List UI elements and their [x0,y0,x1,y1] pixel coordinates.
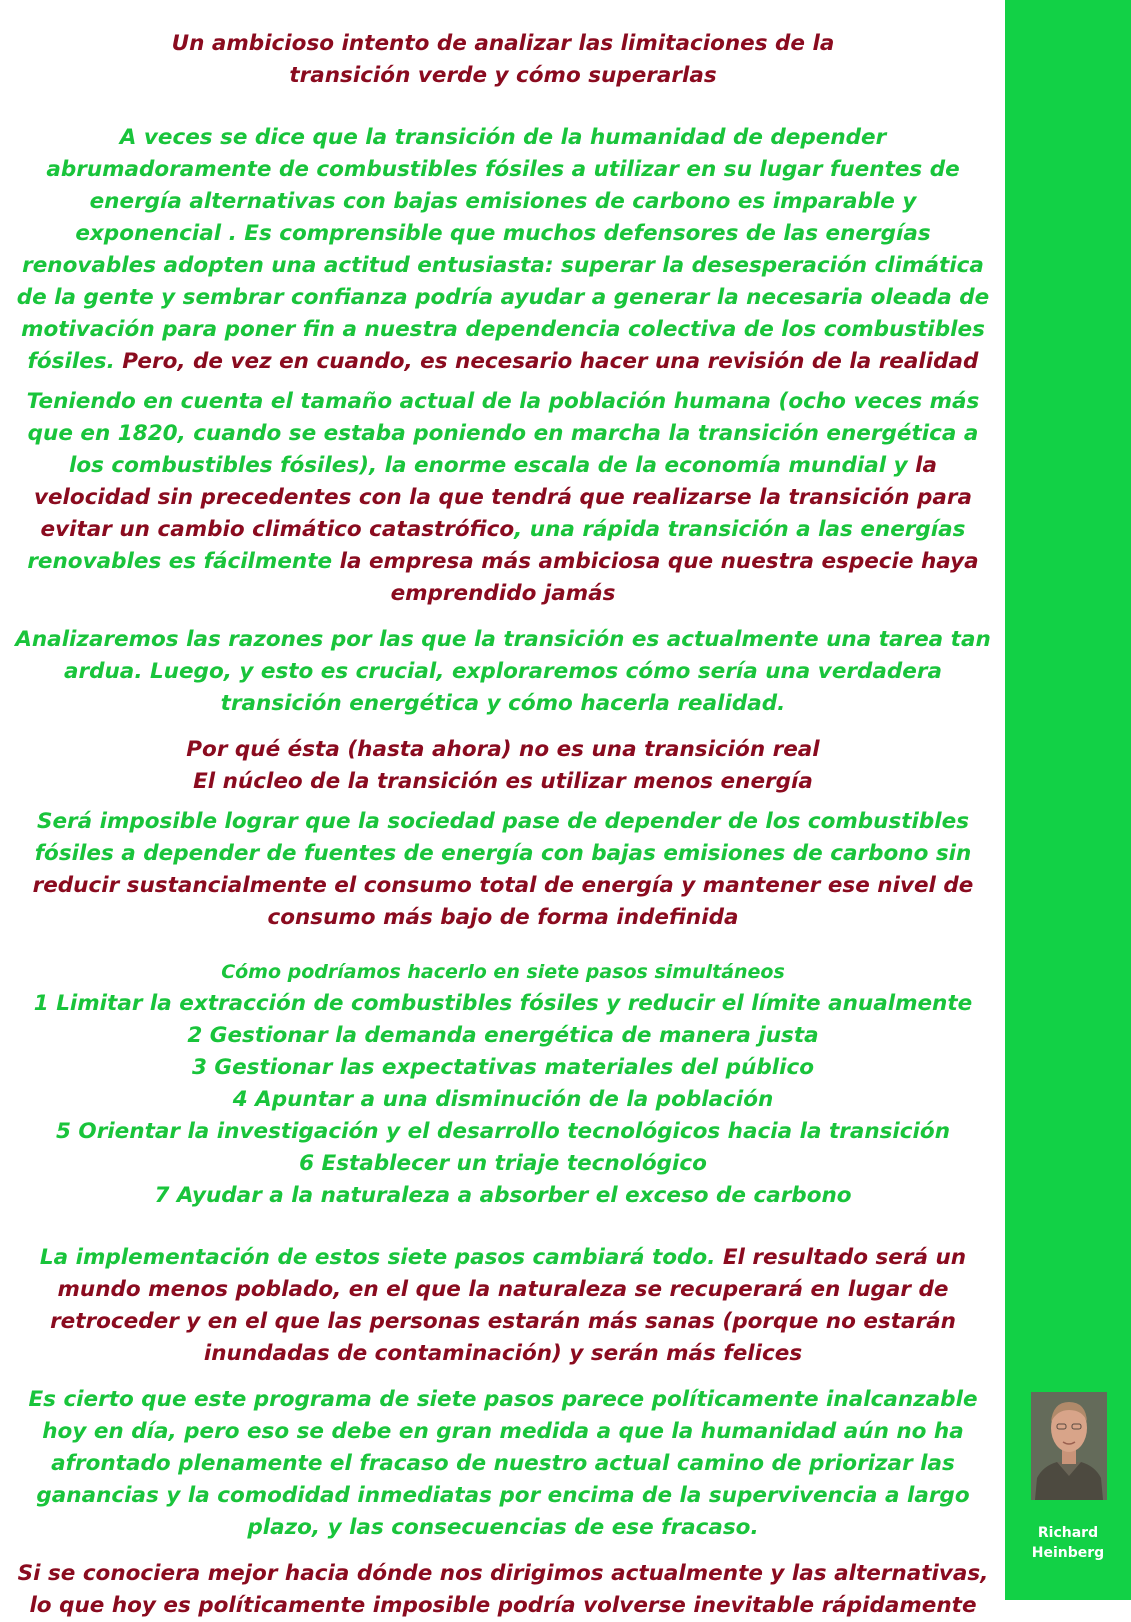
paragraph-political: Es cierto que este programa de siete pasos parece políticamente inalcanzable hoy en día, pero eso se debe en gran medida a que la humanidad aún no ha afrontado plenamente el fracaso de nuestro actual camino de priorizar las ganancias y la comodidad inmediatas por encima de la supervivencia a largo plazo, y las consecuencias de ese fracaso. [28,1387,978,1540]
step-item-4: 4 Apuntar a una disminución de la población [232,1087,774,1112]
green-sidebar [1005,0,1131,1600]
paragraph-context [14,386,992,610]
heading-not-real-transition: Por qué ésta (hasta ahora) no es una transición real [186,737,820,762]
author-name [1005,1523,1131,1563]
paragraph-intro [14,122,992,378]
paragraph-less-energy [14,806,992,934]
steps-list [14,956,992,1212]
paragraph-result-maroon: El resultado será un mundo menos poblado, en el que la naturaleza se recuperará en lugar de retroceder y en el que las personas estarán más sanas (porque no estarán inundadas de contaminación) y serán más felices [50,1245,967,1366]
title-line-2: transición verde y cómo superarlas [289,63,717,88]
paragraph-context-maroon-1: la velocidad sin precedentes con la que tendrá que realizarse la transición para evitar un cambio climático catastrófico [33,453,973,542]
paragraph-intro-green: A veces se dice que la transición de la humanidad de depender abrumadoramente de combustibles fósiles a utilizar en su lugar fuentes de energía alternativas con bajas emisiones de carbono es imparable y exponencial . Es comprensible que muchos defensores de las energías renovables adopten una actitud entusiasta: superar la desesperación climática de la gente y sembrar confianza podría ayudar a generar la necesaria oleada de motivación para poner fin a nuestra dependencia colectiva de los combustibles fósiles. [16,125,990,374]
author-last-name: Heinberg [1031,1545,1105,1561]
paragraph-intro-maroon: Pero, de vez en cuando, es necesario hacer una revisión de la realidad [114,349,979,374]
paragraph-context-green-1: Teniendo en cuenta el tamaño actual de la población humana (ocho veces más que en 1820, cuando se estaba poniendo en marcha la transición energética a los combustibles fósiles), la enorme escala de la economía mundial y [26,389,980,478]
step-item-3: 3 Gestionar las expectativas materiales del público [191,1055,814,1080]
paragraph-analysis: Analizaremos las razones por las que la transición es actualmente una tarea tan ardua. Luego, y esto es crucial, exploraremos cómo sería una verdadera transición energética y cómo hacerla realidad. [15,627,991,716]
step-item-1: 1 Limitar la extracción de combustibles fósiles y reducir el límite anualmente [33,991,973,1016]
article-title [14,28,992,92]
title-line-1: Un ambicioso intento de analizar las limitaciones de la [171,31,835,56]
paragraph-context-green-2: , una rápida transición a las energías renovables es fácilmente [27,517,966,574]
section-headings [14,734,992,798]
paragraph-less-energy-maroon: reducir sustancialmente el consumo total de energía y mantener ese nivel de consumo más bajo de forma indefinida [32,873,974,930]
paragraph-result [14,1242,992,1370]
author-first-name: Richard [1037,1525,1099,1541]
step-item-5: 5 Orientar la investigación y el desarrollo tecnológicos hacia la transición [55,1119,950,1144]
step-item-7: 7 Ayudar a la naturaleza a absorber el exceso de carbono [154,1183,852,1208]
article-body [14,28,992,1622]
paragraph-conclusion: Si se conociera mejor hacia dónde nos dirigimos actualmente y las alternativas, lo que hoy es políticamente imposible podría volverse inevitable rápidamente [17,1561,989,1618]
step-item-2: 2 Gestionar la demanda energética de manera justa [187,1023,819,1048]
author-portrait-icon [1031,1392,1107,1500]
steps-heading: Cómo podríamos hacerlo en siete pasos simultáneos [221,961,785,983]
step-item-6: 6 Establecer un triaje tecnológico [299,1151,707,1176]
paragraph-result-green: La implementación de estos siete pasos cambiará todo. [39,1245,716,1270]
paragraph-context-maroon-2: la empresa más ambiciosa que nuestra especie haya emprendido jamás [339,549,979,606]
heading-use-less-energy: El núcleo de la transición es utilizar menos energía [193,769,813,794]
author-photo [1031,1392,1107,1500]
paragraph-less-energy-green: Será imposible lograr que la sociedad pase de depender de los combustibles fósiles a depender de fuentes de energía con bajas emisiones de carbono sin [34,809,972,866]
